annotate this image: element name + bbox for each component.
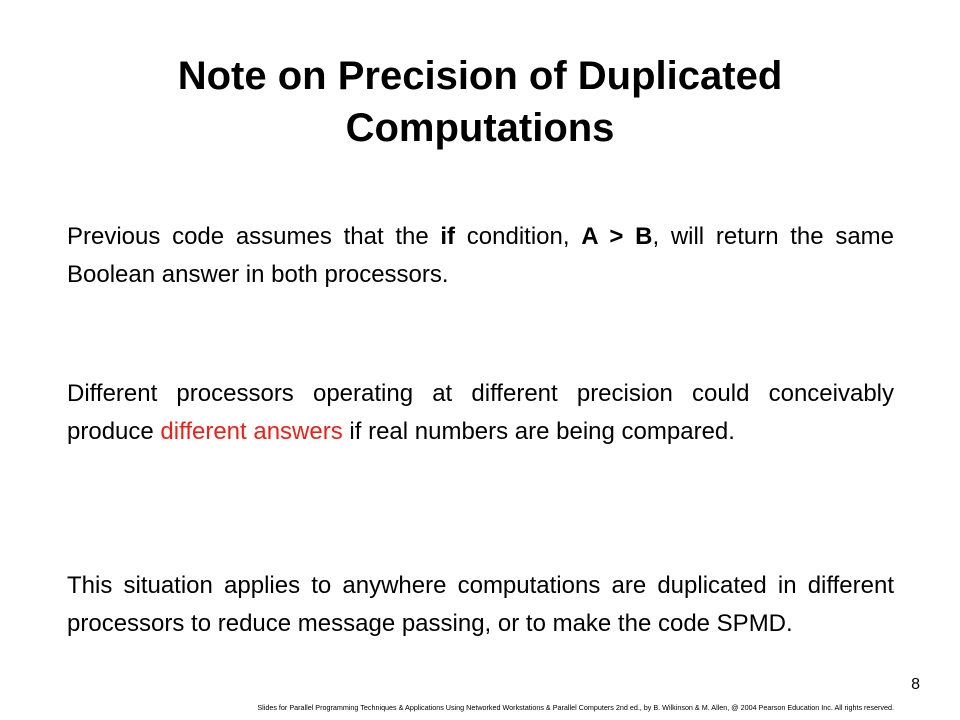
condition-expression: A > B (581, 223, 653, 250)
keyword-if: if (440, 223, 456, 250)
paragraph1-text-2: condition, (455, 223, 582, 250)
paragraph2-text-2: if real numbers are being compared. (342, 418, 735, 445)
page-number: 8 (911, 676, 920, 693)
paragraph-if-condition (67, 218, 894, 294)
highlighted-phrase: different answers (160, 418, 343, 445)
paragraph-situation: This situation applies to anywhere computations are duplicated in different processors to reduce message passing, or to make the code SPMD. (67, 572, 894, 637)
paragraph1-text-3: , will return the same Boolean answer in both processors. (67, 223, 895, 288)
slide-title (60, 50, 900, 154)
paragraph-precision (67, 375, 894, 451)
paragraph2-text-1: Different processors operating at different precision could conceivably produce (67, 380, 894, 445)
title-line-2: Computations (345, 106, 615, 150)
title-line-1: Note on Precision of Duplicated (177, 54, 783, 98)
paragraph1-text-1: Previous code assumes that the (67, 223, 441, 250)
footer-credit: Slides for Parallel Programming Techniques & Applications Using Networked Workstations & Parallel Computers 2nd ed., by B. Wilkinson & M. Allen, @ 2004 Pearson Education Inc. All rights reserved. (257, 703, 894, 712)
